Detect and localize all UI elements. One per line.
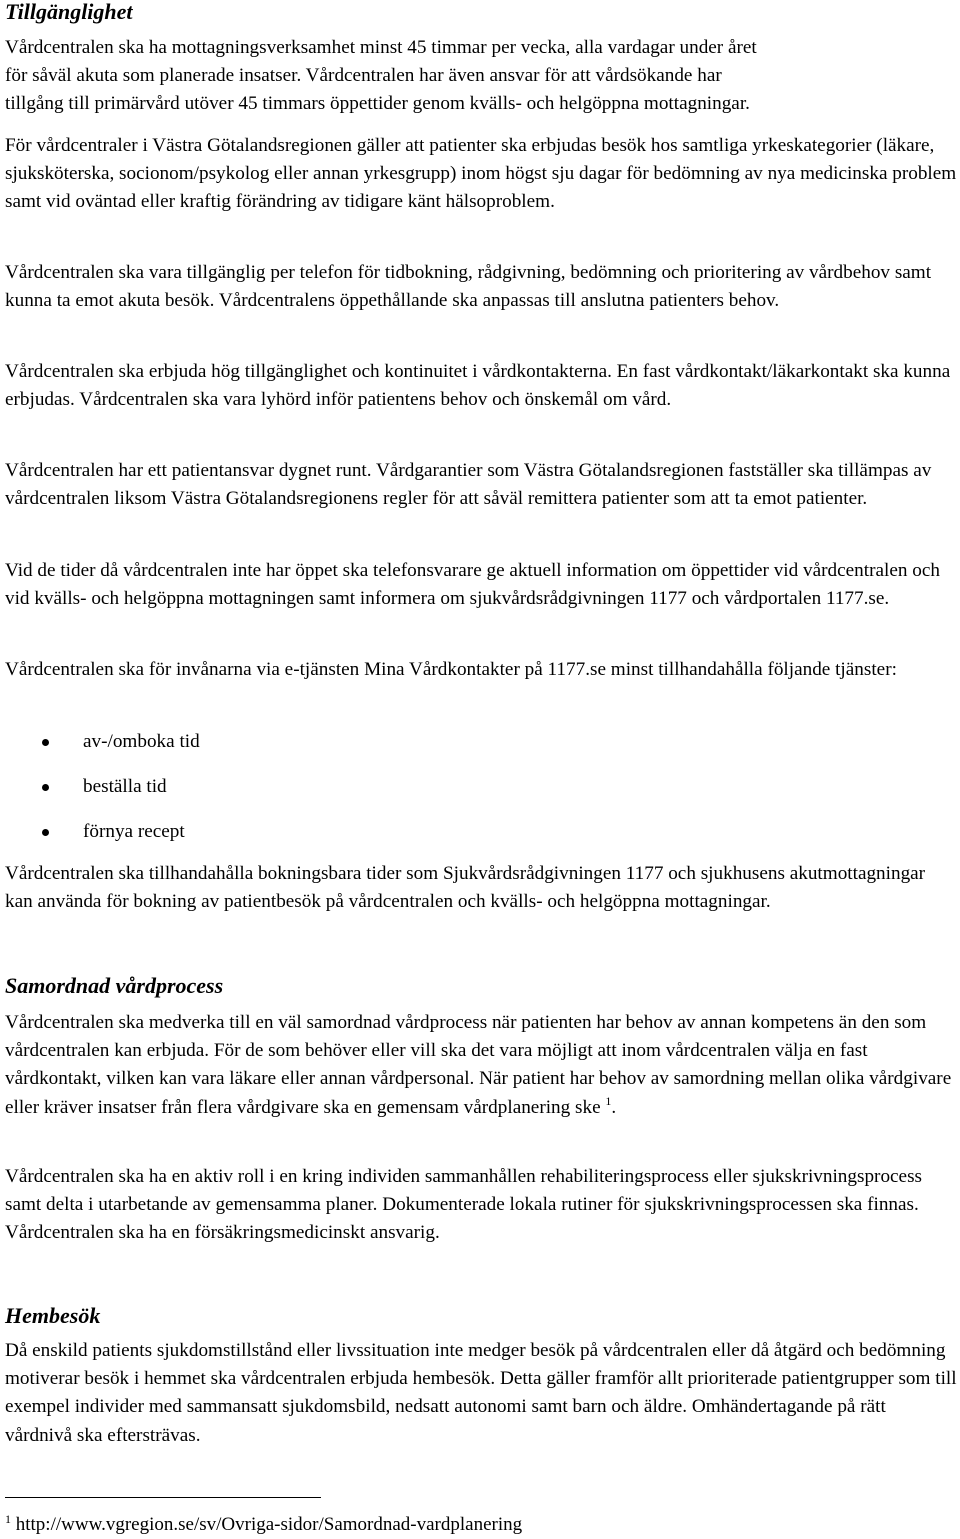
paragraph-phone-availability: Vårdcentralen ska vara tillgänglig per telefon för tidbokning, rådgivning, bedömning och prioritering av vårdbehov samt kunna ta emot akuta besök. Vårdcentralens öppethållande ska anpassas till anslutna patienters behov. [5, 262, 932, 312]
footnote-number: 1 [5, 1512, 11, 1526]
paragraph-patient-responsibility: Vårdcentralen har ett patientansvar dygnet runt. Vårdgarantier som Västra Götalandsregionen fastställer ska tillämpas av vårdcentralen liksom Västra Götalandsregionens regler för att såväl remittera patienter som att ta emot patienter. [5, 460, 932, 510]
paragraph-phone-answering: Vid de tider då vårdcentralen inte har öppet ska telefonsvarare ge aktuell information om öppettider vid vårdcentralen och vid kvälls- och helgöppna mottagningen samt informera om sjukvårdsrådgivningen 1177 och vårdportalen 1177.se. [5, 560, 940, 610]
paragraph-care-coordination [5, 1009, 957, 1122]
text-line: Vårdcentralen ska ha mottagningsverksamhet minst 45 timmar per vecka, alla vardagar under året [5, 37, 757, 58]
list-item-label: av-/omboka tid [83, 731, 200, 752]
paragraph-home-visits: Då enskild patients sjukdomstillstånd eller livssituation inte medger besök på vårdcentralen eller då åtgärd och bedömning motiverar besök i hemmet ska vårdcentralen erbjuda hembesök. Detta gäller framför allt prioriterade patientgrupper som till exempel individer med sammansatt sjukdomsbild, nedsatt autonomi samt barn och äldre. Omhändertagande på rätt vårdnivå ska eftersträvas. [5, 1340, 957, 1446]
heading-hembesok: Hembesök [5, 1303, 101, 1328]
list-item [5, 728, 683, 756]
text-line: tillgång till primärvård utöver 45 timmars öppettider genom kvälls- och helgöppna mottagningar. [5, 93, 750, 115]
footnote-link[interactable]: http://www.vgregion.se/sv/Ovriga-sidor/Samordnad-vardplanering [15, 1514, 523, 1535]
heading-samordnad-vardprocess: Samordnad vårdprocess [5, 973, 224, 998]
list-item [5, 773, 683, 801]
list-item-label: förnya recept [83, 821, 185, 842]
list-item-label: beställa tid [83, 776, 167, 797]
list-item [5, 818, 683, 846]
paragraph-text: Vårdcentralen ska medverka till en väl samordnad vårdprocess när patienten har behov av annan kompetens än den som vårdcentralen kan erbjuda. För de som behöver eller vill ska det vara möjligt att inom vårdcentralen välja en fast vårdkontakt, vilken kan vara läkare eller annan vårdpersonal. När patient har behov av samordning mellan olika vårdgivare eller kräver insatser från flera vårdgivare ska en gemensam vårdplanering ske [5, 1012, 952, 1118]
paragraph-rehabilitation: Vårdcentralen ska ha en aktiv roll i en kring individen sammanhållen rehabiliteringsprocess eller sjukskrivningsprocess samt delta i utarbetande av gemensamma planer. Dokumenterade lokala rutiner för sjukskrivningsprocessen ska finnas. Vårdcentralen ska ha en försäkringsmedicinskt ansvarig. [5, 1166, 923, 1244]
paragraph-visit-guarantee: För vårdcentraler i Västra Götalandsregionen gäller att patienter ska erbjudas besök hos samtliga yrkeskategorier (läkare, sjuksköterska, socionom/psykolog eller annan yrkesgrupp) inom högst sju dagar för bedömning av nya medicinska problem samt vid oväntad eller kraftig förändring av tidigare känt hälsoproblem. [5, 135, 957, 213]
bullet-icon [42, 739, 49, 746]
paragraph-end: . [611, 1096, 617, 1118]
footnote-reference[interactable]: 1 [605, 1093, 612, 1108]
bullet-icon [42, 829, 49, 836]
bullet-icon [42, 784, 49, 791]
footnote-separator [5, 1497, 321, 1498]
heading-tillganglighet: Tillgänglighet [5, 0, 133, 24]
paragraph-bookable-times: Vårdcentralen ska tillhandahålla bokningsbara tider som Sjukvårdsrådgivningen 1177 och sjukhusens akutmottagningar kan använda för bokning av patientbesök på vårdcentralen och kvälls- och helgöppna mottagningar. [5, 863, 926, 913]
footnote [5, 1513, 522, 1538]
paragraph-e-services: Vårdcentralen ska för invånarna via e-tjänsten Mina Vårdkontakter på 1177.se minst tillhandahålla följande tjänster: [5, 659, 897, 680]
paragraph-opening-hours [5, 34, 957, 119]
paragraph-continuity: Vårdcentralen ska erbjuda hög tillgänglighet och kontinuitet i vårdkontakterna. En fast vårdkontakt/läkarkontakt ska kunna erbjudas. Vårdcentralen ska vara lyhörd inför patientens behov och önskemål om vård. [5, 361, 951, 411]
text-line: för såväl akuta som planerade insatser. Vårdcentralen har även ansvar för att vårdsökande har [5, 65, 722, 87]
